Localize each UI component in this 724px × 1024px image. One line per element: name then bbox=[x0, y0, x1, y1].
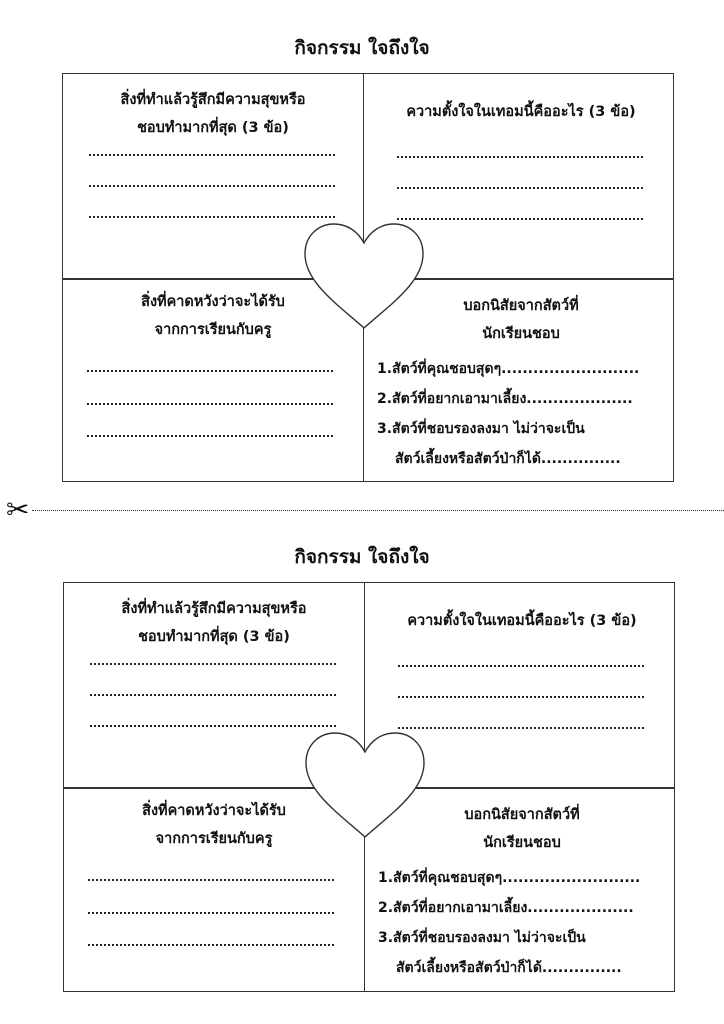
question-expectations-line2: จากการเรียนกับครู bbox=[155, 831, 273, 847]
answer-line bbox=[89, 216, 335, 218]
question-animal-traits-line1: บอกนิสัยจากสัตว์ที่ bbox=[463, 298, 579, 314]
animal-item-3: 3.สัตว์ที่ชอบรองลงมา ไม่ว่าจะเป็น bbox=[377, 421, 585, 437]
animal-item-3-continued: สัตว์เลี้ยงหรือสัตว์ป่าก็ได้............... bbox=[396, 960, 622, 976]
animal-item-2: 2.สัตว์ที่อยากเอามาเลี้ยง.................... bbox=[378, 900, 634, 916]
answer-line bbox=[88, 879, 334, 881]
answer-line bbox=[88, 944, 334, 946]
answer-line bbox=[90, 725, 336, 727]
question-grid bbox=[62, 73, 674, 482]
question-happiness-line1: สิ่งที่ทำแล้วรู้สึกมีความสุขหรือ bbox=[120, 92, 306, 108]
question-intentions bbox=[374, 607, 670, 635]
sheet-title: กิจกรรม ใจถึงใจ bbox=[294, 37, 430, 59]
answer-line bbox=[88, 912, 334, 914]
answer-line bbox=[397, 218, 643, 220]
animal-list bbox=[378, 863, 672, 983]
activity-sheet-bottom bbox=[0, 509, 724, 989]
answer-line bbox=[87, 435, 333, 437]
answer-line bbox=[397, 187, 643, 189]
question-animal-traits-line2: นักเรียนชอบ bbox=[483, 835, 561, 851]
question-animal-traits-line1: บอกนิสัยจากสัตว์ที่ bbox=[464, 807, 580, 823]
activity-sheet-top bbox=[0, 0, 724, 480]
answer-line bbox=[90, 694, 336, 696]
answer-line bbox=[398, 665, 644, 667]
answer-line bbox=[398, 696, 644, 698]
question-happiness-line1: สิ่งที่ทำแล้วรู้สึกมีความสุขหรือ bbox=[121, 601, 307, 617]
animal-item-2: 2.สัตว์ที่อยากเอามาเลี้ยง.................... bbox=[377, 391, 633, 407]
question-happiness-line2: ชอบทำมากที่สุด (3 ข้อ) bbox=[138, 629, 290, 645]
question-expectations-line1: สิ่งที่คาดหวังว่าจะได้รับ bbox=[141, 294, 285, 310]
animal-item-3-continued: สัตว์เลี้ยงหรือสัตว์ป่าก็ได้............... bbox=[395, 451, 621, 467]
answer-line bbox=[397, 156, 643, 158]
question-expectations-line1: สิ่งที่คาดหวังว่าจะได้รับ bbox=[142, 803, 286, 819]
question-expectations-line2: จากการเรียนกับครู bbox=[154, 322, 272, 338]
question-happiness bbox=[73, 86, 353, 142]
animal-list bbox=[377, 354, 671, 474]
sheet-title: กิจกรรม ใจถึงใจ bbox=[294, 546, 430, 568]
question-happiness bbox=[74, 595, 354, 651]
question-intentions-line1: ความตั้งใจในเทอมนี้คืออะไร (3 ข้อ) bbox=[407, 613, 637, 629]
answer-line bbox=[87, 370, 333, 372]
question-grid bbox=[63, 582, 675, 992]
answer-line bbox=[89, 185, 335, 187]
heart-icon bbox=[303, 222, 425, 332]
animal-item-3: 3.สัตว์ที่ชอบรองลงมา ไม่ว่าจะเป็น bbox=[378, 930, 586, 946]
scissors-icon: ✂ bbox=[6, 493, 30, 526]
animal-item-1: 1.สัตว์ที่คุณชอบสุดๆ.......................... bbox=[377, 361, 640, 377]
answer-line bbox=[87, 403, 333, 405]
animal-item-1: 1.สัตว์ที่คุณชอบสุดๆ.......................... bbox=[378, 870, 641, 886]
question-happiness-line2: ชอบทำมากที่สุด (3 ข้อ) bbox=[137, 120, 289, 136]
answer-line bbox=[90, 663, 336, 665]
heart-icon bbox=[304, 731, 426, 841]
question-intentions bbox=[373, 98, 669, 126]
answer-line bbox=[398, 727, 644, 729]
answer-line bbox=[89, 154, 335, 156]
question-animal-traits-line2: นักเรียนชอบ bbox=[482, 326, 560, 342]
question-intentions-line1: ความตั้งใจในเทอมนี้คืออะไร (3 ข้อ) bbox=[406, 104, 636, 120]
